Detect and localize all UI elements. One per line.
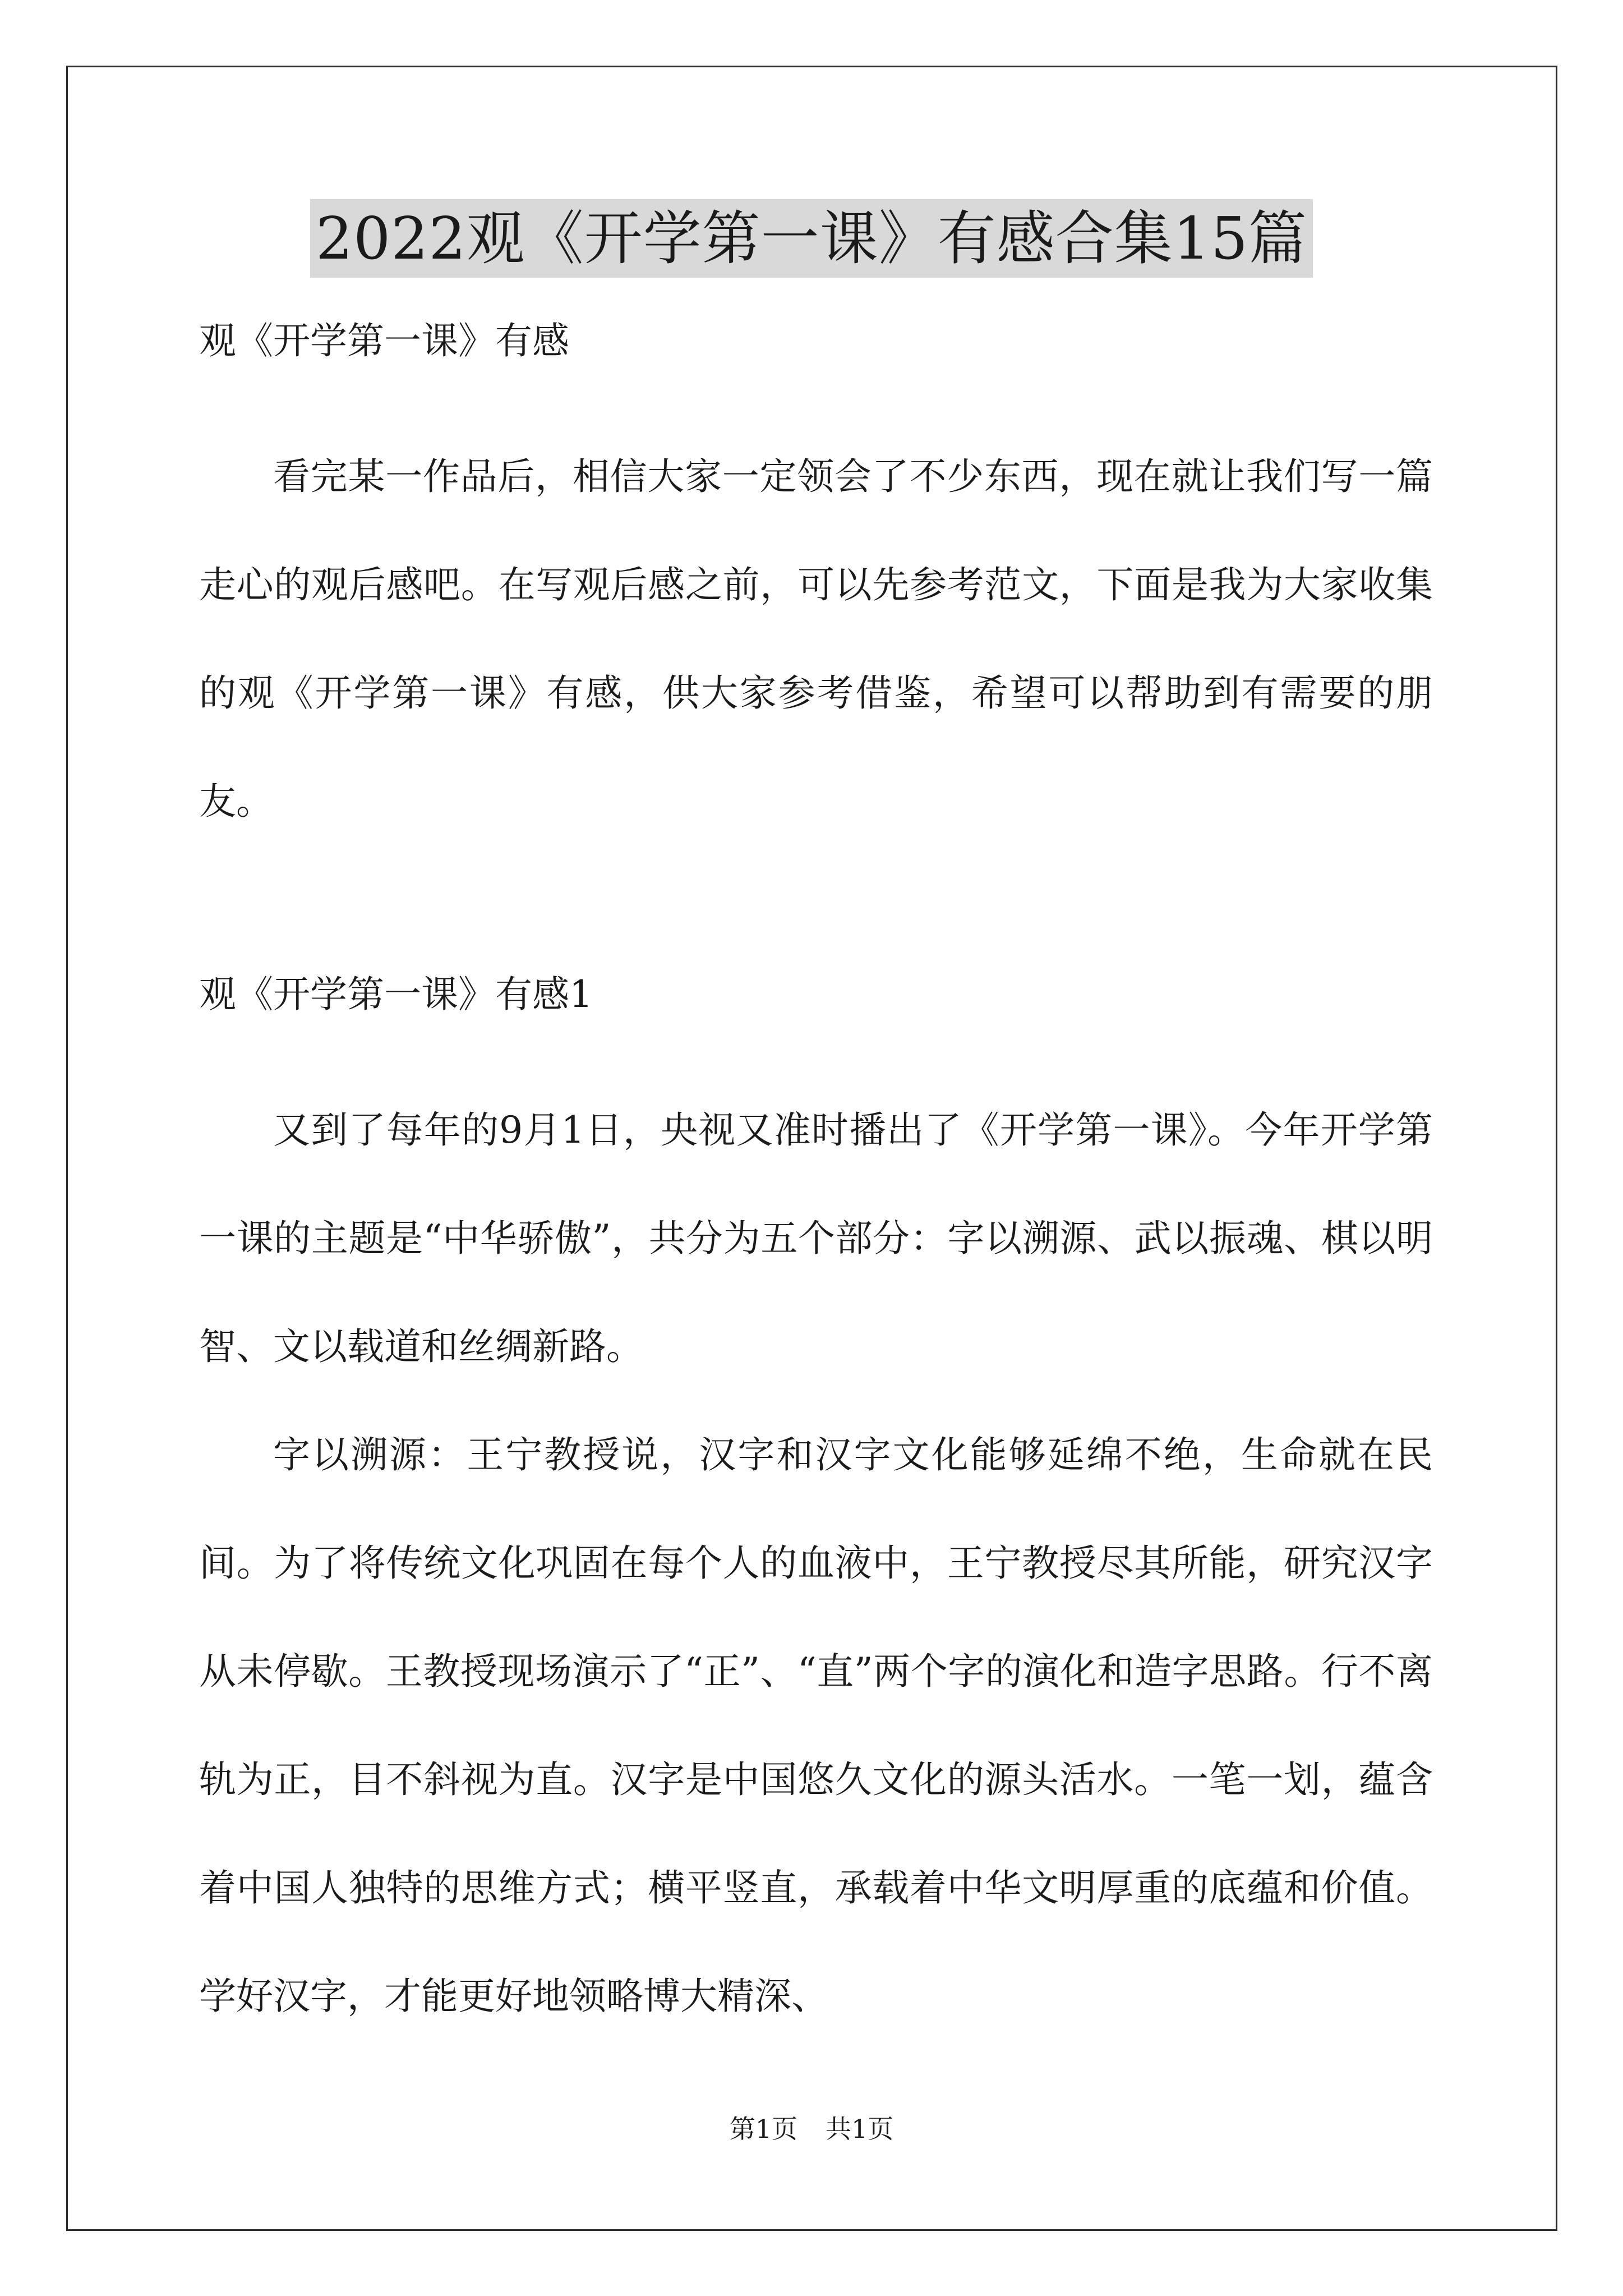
paragraph-intro: 看完某一作品后，相信大家一定领会了不少东西，现在就让我们写一篇走心的观后感吧。在写观后感之前，可以先参考范文，下面是我为大家收集的观《开学第一课》有感，供大家参考借鉴，希望可以帮助到有需要的朋友。: [199, 455, 1433, 823]
paragraph-1-1: 又到了每年的9月1日，央视又准时播出了《开学第一课》。今年开学第一课的主题是“中华骄傲”，共分为五个部分：字以溯源、武以振魂、棋以明智、文以载道和丝绸新路。: [199, 1108, 1433, 1368]
section-heading-intro: 观《开学第一课》有感: [199, 319, 569, 362]
page-number: 第1页: [729, 2114, 797, 2144]
section-heading-1: 观《开学第一课》有感1: [199, 973, 593, 1016]
document-title: 2022观《开学第一课》有感合集15篇: [310, 199, 1313, 278]
title-container: [0, 199, 1623, 278]
page-footer: [0, 2112, 1623, 2146]
paragraph-1-2: 字以溯源：王宁教授说，汉字和汉字文化能够延绵不绝，生命就在民间。为了将传统文化巩固在每个人的血液中，王宁教授尽其所能，研究汉字从未停歇。王教授现场演示了“正”、“直”两个字的演化和造字思路。行不离轨为正，目不斜视为直。汉字是中国悠久文化的源头活水。一笔一划，蕴含着中国人独特的思维方式；横平竖直，承载着中华文明厚重的底蕴和价值。学好汉字，才能更好地领略博大精深、: [199, 1433, 1433, 2018]
page-total: 共1页: [826, 2114, 894, 2144]
document-body: [199, 314, 1433, 2050]
